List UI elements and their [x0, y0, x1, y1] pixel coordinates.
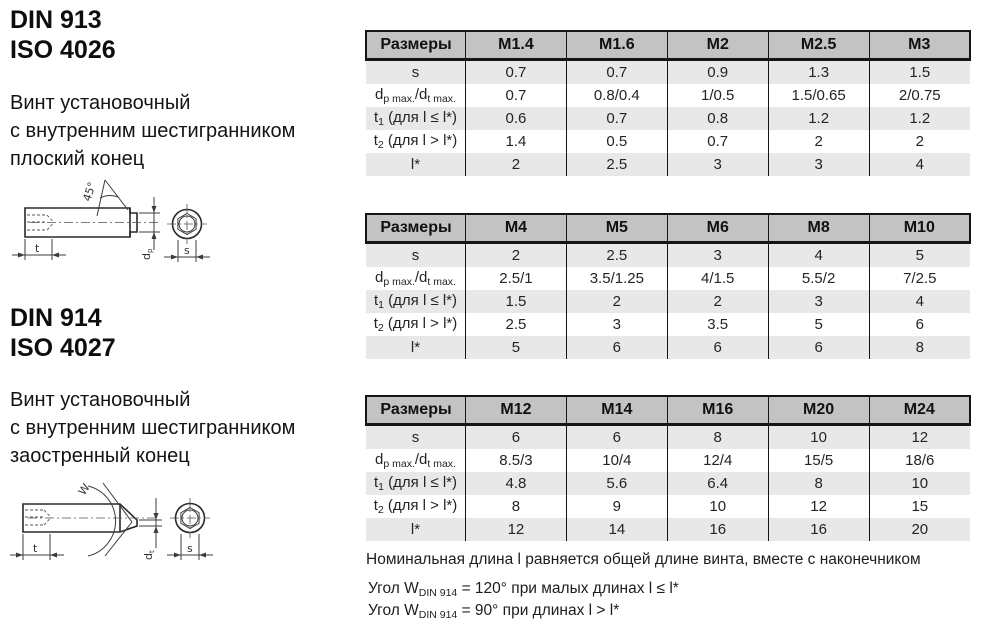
dimension-value-cell: 4: [768, 243, 869, 268]
s-dimension: [164, 240, 210, 262]
dimension-value-cell: 4: [869, 153, 970, 176]
label-text: t: [373, 497, 378, 514]
dp-label: dp: [140, 248, 154, 260]
label-subscript: DIN 914: [418, 609, 458, 621]
row-label: [366, 313, 466, 336]
dimension-value-cell: 6: [667, 336, 768, 359]
dimension-value-cell: 0.7: [566, 60, 667, 85]
description-din914: [10, 386, 295, 470]
label-subscript: DIN 914: [418, 587, 458, 599]
label-text: s: [411, 64, 420, 81]
table-row: [366, 60, 970, 85]
dimension-value-cell: 1/0.5: [667, 84, 768, 107]
dimension-value-cell: 1.5/0.65: [768, 84, 869, 107]
dimension-value-cell: 7/2.5: [869, 267, 970, 290]
label-text: (для l > l*): [383, 132, 458, 149]
table-row: [366, 290, 970, 313]
dimension-value-cell: 10: [667, 495, 768, 518]
dimension-value-cell: 10: [869, 472, 970, 495]
dimension-value-cell: 0.9: [667, 60, 768, 85]
size-column-header: M10: [869, 214, 970, 243]
label-subscript: 2: [377, 322, 384, 334]
label-text: l*: [410, 339, 421, 356]
table-row: [366, 472, 970, 495]
dimension-value-cell: 0.6: [466, 107, 567, 130]
dt-dimension: [139, 498, 162, 560]
dimension-value-cell: 14: [566, 518, 667, 541]
din913-flat-point-drawing: [6, 172, 236, 297]
dimension-value-cell: 6: [566, 336, 667, 359]
row-label: [366, 130, 466, 153]
dimension-value-cell: 8.5/3: [466, 449, 567, 472]
sizes-header: Размеры: [366, 214, 466, 243]
end-view: [167, 498, 213, 560]
s-label: s: [184, 244, 190, 257]
t-label: t: [33, 542, 38, 555]
dimension-value-cell: 0.8: [667, 107, 768, 130]
dimension-value-cell: 0.8/0.4: [566, 84, 667, 107]
standard-title-din913: [10, 5, 116, 65]
dimension-value-cell: 2: [466, 153, 567, 176]
dimension-value-cell: 5: [466, 336, 567, 359]
row-label: [366, 290, 466, 313]
header-row: [366, 214, 970, 243]
size-column-header: M1.6: [566, 31, 667, 60]
label-text: (для l ≤ l*): [383, 109, 458, 126]
dimension-value-cell: 0.7: [667, 130, 768, 153]
dimension-value-cell: 3.5: [667, 313, 768, 336]
size-column-header: M4: [466, 214, 567, 243]
dimension-value-cell: 5.5/2: [768, 267, 869, 290]
description-line: плоский конец: [10, 148, 145, 170]
description-line: с внутренним шестигранником: [10, 417, 296, 439]
dimension-value-cell: 2: [466, 243, 567, 268]
row-label: [366, 60, 466, 85]
dimension-value-cell: 2.5: [466, 313, 567, 336]
side-view: [10, 481, 162, 560]
dimension-value-cell: 9: [566, 495, 667, 518]
row-label: [366, 243, 466, 268]
dimension-value-cell: 3: [566, 313, 667, 336]
dimension-value-cell: 1.5: [466, 290, 567, 313]
dimension-value-cell: 2/0.75: [869, 84, 970, 107]
dimension-value-cell: 1.3: [768, 60, 869, 85]
label-subscript: 2: [377, 504, 384, 516]
label-text: t: [373, 474, 379, 491]
dimension-value-cell: 5: [869, 243, 970, 268]
dimension-value-cell: 20: [869, 518, 970, 541]
size-column-header: M12: [466, 396, 567, 425]
size-column-header: M5: [566, 214, 667, 243]
label-text: /d: [414, 269, 428, 286]
label-text: (для l > l*): [383, 497, 458, 514]
label-text: t: [373, 132, 378, 149]
table-row: [366, 153, 970, 176]
dimension-value-cell: 8: [768, 472, 869, 495]
size-column-header: M2.5: [768, 31, 869, 60]
row-label: [366, 153, 466, 176]
size-column-header: M20: [768, 396, 869, 425]
side-view: [12, 180, 160, 260]
dimension-value-cell: 6: [566, 425, 667, 450]
size-column-header: M2: [667, 31, 768, 60]
standard-title-din914: [10, 303, 116, 363]
dimension-value-cell: 12/4: [667, 449, 768, 472]
label-text: l*: [410, 156, 421, 173]
dimension-value-cell: 0.7: [566, 107, 667, 130]
dimension-value-cell: 18/6: [869, 449, 970, 472]
table-row: [366, 243, 970, 268]
dimension-value-cell: 5.6: [566, 472, 667, 495]
dimension-value-cell: 6.4: [667, 472, 768, 495]
dimension-value-cell: 16: [667, 518, 768, 541]
description-line: заостренный конец: [10, 445, 190, 467]
dimension-value-cell: 16: [768, 518, 869, 541]
dimension-value-cell: 2.5: [566, 153, 667, 176]
dimension-value-cell: 3: [667, 243, 768, 268]
table-row: [366, 84, 970, 107]
dimension-value-cell: 0.7: [466, 84, 567, 107]
row-label: [366, 449, 466, 472]
label-text: t: [373, 292, 379, 309]
row-label: [366, 518, 466, 541]
table-row: [366, 425, 970, 450]
din914-cone-point-drawing: [8, 480, 248, 590]
label-subscript: 1: [378, 299, 384, 311]
dimension-value-cell: 4.8: [466, 472, 567, 495]
size-column-header: M8: [768, 214, 869, 243]
dimension-value-cell: 2: [566, 290, 667, 313]
dimension-value-cell: 2.5/1: [466, 267, 567, 290]
description-line: Винт установочный: [10, 389, 191, 411]
sizes-header: Размеры: [366, 396, 466, 425]
row-label: [366, 495, 466, 518]
dimension-value-cell: 6: [466, 425, 567, 450]
label-text: l*: [410, 521, 421, 538]
dimension-value-cell: 3: [768, 153, 869, 176]
row-label: [366, 425, 466, 450]
dimension-value-cell: 12: [466, 518, 567, 541]
label-text: t: [373, 315, 378, 332]
row-label: [366, 336, 466, 359]
dimensions-table-m1.4-m3: [365, 30, 971, 176]
note-angle-90: [368, 602, 619, 621]
standard-din: DIN 914: [10, 304, 102, 332]
dimension-value-cell: 1.2: [768, 107, 869, 130]
dimension-value-cell: 4: [869, 290, 970, 313]
dimension-value-cell: 2.5: [566, 243, 667, 268]
row-label: [366, 107, 466, 130]
size-column-header: M3: [869, 31, 970, 60]
header-row: [366, 396, 970, 425]
table-row: [366, 313, 970, 336]
label-text: s: [411, 247, 420, 264]
size-column-header: M1.4: [466, 31, 567, 60]
dimension-value-cell: 3: [768, 290, 869, 313]
dimension-value-cell: 0.7: [466, 60, 567, 85]
description-din913: [10, 89, 295, 173]
table-row: [366, 449, 970, 472]
t-label: t: [35, 242, 40, 255]
end-view: [164, 204, 210, 262]
label-text: = 120° при малых длинах l ≤ l*: [457, 580, 679, 597]
label-text: s: [411, 429, 420, 446]
dimension-value-cell: 3: [667, 153, 768, 176]
table-row: [366, 130, 970, 153]
table-row: [366, 336, 970, 359]
size-column-header: M6: [667, 214, 768, 243]
label-text: (для l ≤ l*): [383, 474, 458, 491]
label-text: (для l ≤ l*): [383, 292, 458, 309]
row-label: [366, 267, 466, 290]
dimension-value-cell: 0.5: [566, 130, 667, 153]
dp-dimension: [139, 197, 160, 260]
label-subscript: p max.: [383, 458, 415, 470]
label-text: t: [373, 109, 379, 126]
label-subscript: t max.: [427, 276, 456, 288]
size-column-header: M16: [667, 396, 768, 425]
dimension-value-cell: 1.2: [869, 107, 970, 130]
label-subscript: t max.: [427, 93, 456, 105]
label-subscript: 2: [377, 139, 384, 151]
label-text: Угол W: [368, 602, 419, 619]
label-text: = 90° при длинах l > l*: [457, 602, 620, 619]
dimension-value-cell: 4/1.5: [667, 267, 768, 290]
table-row: [366, 518, 970, 541]
label-text: (для l > l*): [383, 315, 458, 332]
dimension-value-cell: 8: [466, 495, 567, 518]
s-label: s: [187, 542, 193, 555]
label-text: Угол W: [368, 580, 419, 597]
header-row: [366, 31, 970, 60]
dimension-value-cell: 1.4: [466, 130, 567, 153]
dimension-value-cell: 1.5: [869, 60, 970, 85]
table-row: [366, 107, 970, 130]
label-text: d: [375, 451, 384, 468]
dimensions-table-m4-m10: [365, 213, 971, 359]
note-angle-120: [368, 580, 679, 599]
size-column-header: M14: [566, 396, 667, 425]
standard-iso: ISO 4027: [10, 334, 116, 362]
label-text: /d: [414, 86, 428, 103]
cone-angle-callout: [76, 481, 132, 556]
dimension-value-cell: 12: [768, 495, 869, 518]
standard-iso: ISO 4026: [10, 36, 116, 64]
dimension-value-cell: 8: [667, 425, 768, 450]
label-subscript: p max.: [383, 93, 415, 105]
dimension-value-cell: 2: [768, 130, 869, 153]
dimension-value-cell: 10/4: [566, 449, 667, 472]
t-dimension: [12, 239, 66, 260]
dimension-value-cell: 2: [869, 130, 970, 153]
t-dimension: [10, 534, 64, 560]
dimension-value-cell: 2: [667, 290, 768, 313]
row-label: [366, 84, 466, 107]
label-subscript: p max.: [383, 276, 415, 288]
label-subscript: t max.: [427, 458, 456, 470]
label-text: /d: [414, 451, 428, 468]
dimension-value-cell: 6: [869, 313, 970, 336]
dimensions-table-m12-m24: [365, 395, 971, 541]
dimension-value-cell: 5: [768, 313, 869, 336]
angle-45-label: 45°: [80, 180, 99, 203]
sizes-header: Размеры: [366, 31, 466, 60]
dt-label: dt: [142, 550, 156, 560]
chamfer-angle-callout: [80, 180, 128, 216]
description-line: Винт установочный: [10, 92, 191, 114]
dimension-value-cell: 8: [869, 336, 970, 359]
dimension-value-cell: 10: [768, 425, 869, 450]
label-subscript: 1: [378, 481, 384, 493]
row-label: [366, 472, 466, 495]
dimension-value-cell: 12: [869, 425, 970, 450]
label-text: d: [375, 269, 384, 286]
angle-w-label: W: [75, 481, 93, 498]
label-subscript: 1: [378, 116, 384, 128]
description-line: с внутренним шестигранником: [10, 120, 296, 142]
size-column-header: M24: [869, 396, 970, 425]
dimension-value-cell: 15/5: [768, 449, 869, 472]
dimension-value-cell: 6: [768, 336, 869, 359]
table-row: [366, 267, 970, 290]
standard-din: DIN 913: [10, 6, 102, 34]
dimension-value-cell: 3.5/1.25: [566, 267, 667, 290]
note-nominal-length: Номинальная длина l равняется общей длине винта, вместе с наконечником: [366, 551, 921, 568]
label-text: d: [375, 86, 384, 103]
table-row: [366, 495, 970, 518]
dimension-value-cell: 15: [869, 495, 970, 518]
